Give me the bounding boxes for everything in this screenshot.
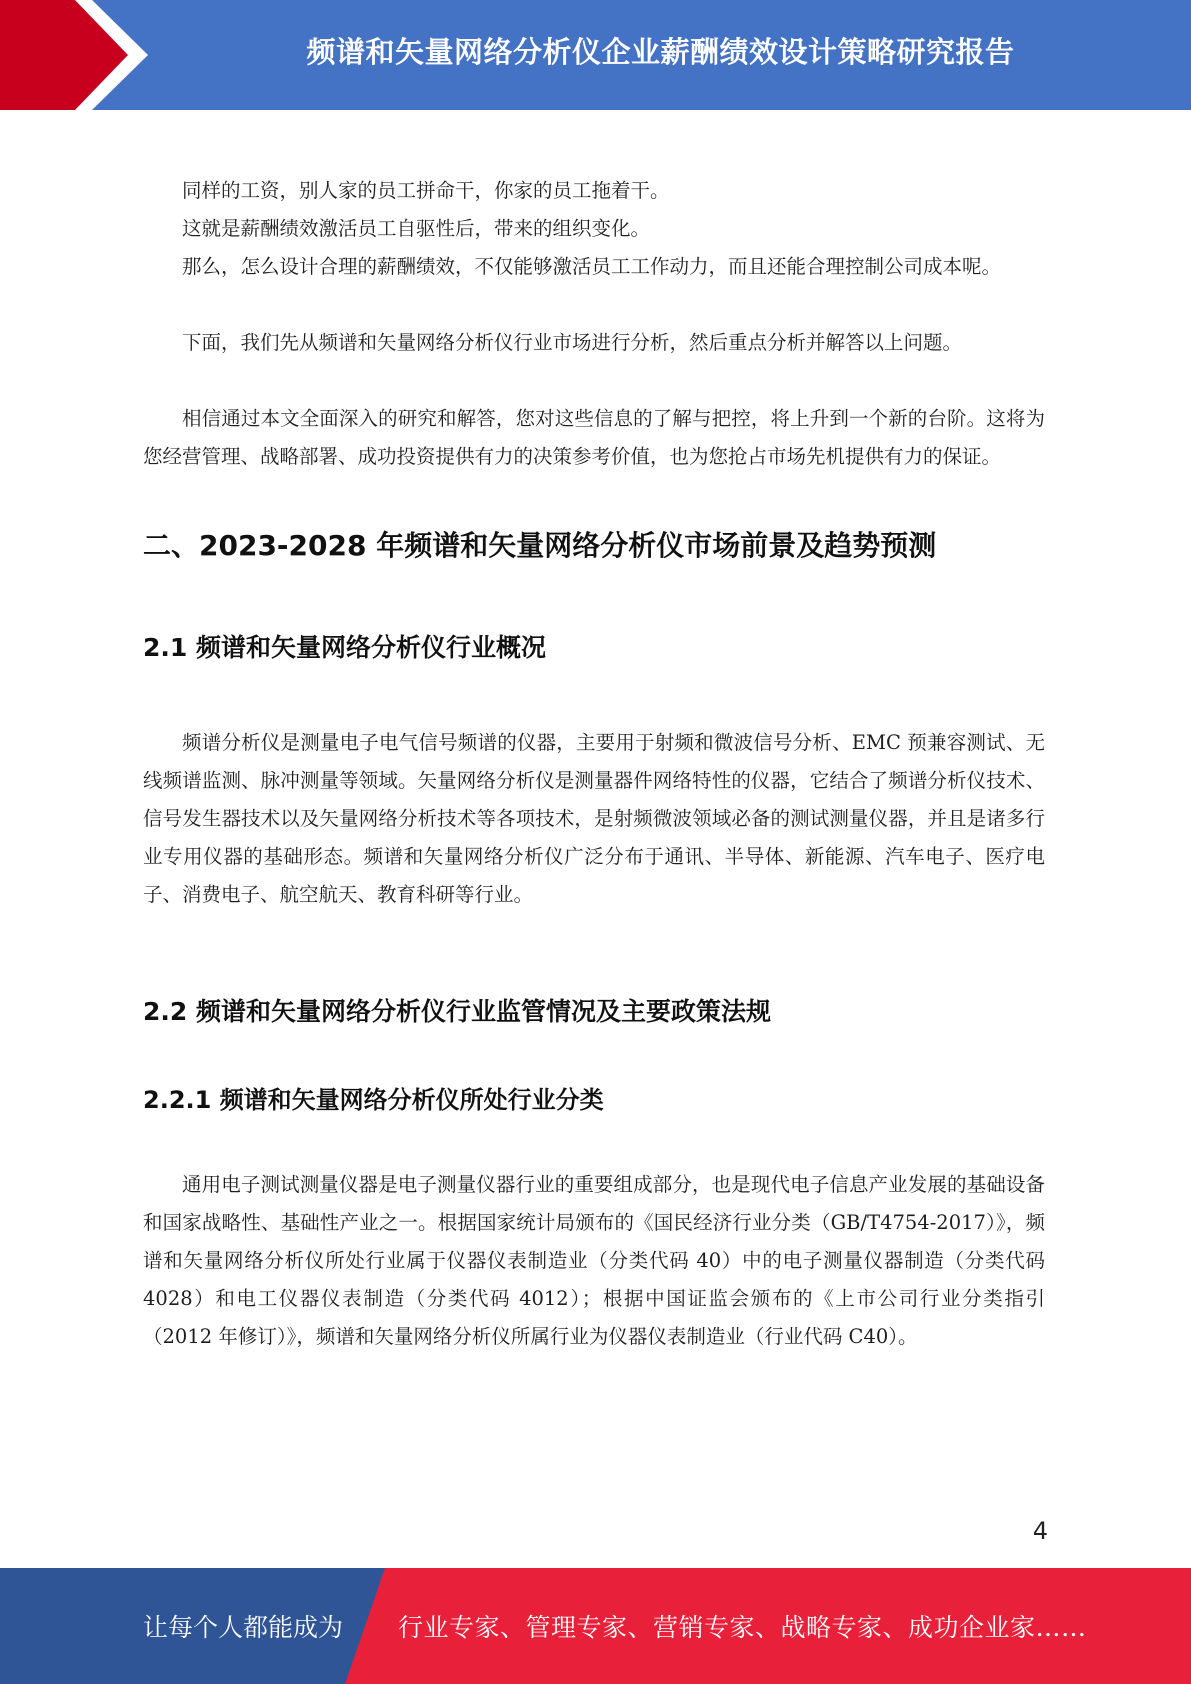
intro-paragraph-3: 那么，怎么设计合理的薪酬绩效，不仅能够激活员工工作动力，而且还能合理控制公司成本呢。	[182, 255, 1002, 278]
subsection-2-1-paragraph: 频谱分析仪是测量电子电气信号频谱的仪器，主要用于射频和微波信号分析、EMC 预兼容测试、无线频谱监测、脉冲测量等领域。矢量网络分析仪是测量器件网络特性的仪器，它结合了频谱分析仪技术、信号发生器技术以及矢量网络分析技术等各项技术，是射频微波领域必备的测试测量仪器，并且是诸多行业专用仪器的基础形态。频谱和矢量网络分析仪广泛分布于通讯、半导体、新能源、汽车电子、医疗电子、消费电子、航空航天、教育科研等行业。	[143, 731, 1045, 906]
report-title: 频谱和矢量网络分析仪企业薪酬绩效设计策略研究报告	[306, 34, 1015, 69]
page-header	[0, 0, 1191, 110]
footer-slogan-right: 行业专家、管理专家、营销专家、战略专家、成功企业家……	[398, 1613, 1087, 1642]
subsection-heading-2-1: 2.1 频谱和矢量网络分析仪行业概况	[143, 633, 546, 662]
spacer	[143, 1118, 1045, 1166]
header-arrow-red	[0, 0, 128, 110]
spacer	[143, 362, 1045, 400]
spacer	[143, 666, 1045, 724]
section-heading-2: 二、2023-2028 年频谱和矢量网络分析仪市场前景及趋势预测	[143, 529, 937, 562]
intro-paragraph-2: 这就是薪酬绩效激活员工自驱性后，带来的组织变化。	[182, 217, 651, 240]
spacer	[143, 286, 1045, 324]
header-arrow-graphic	[0, 0, 150, 110]
page-content	[143, 172, 1045, 1356]
intro-paragraph-1: 同样的工资，别人家的员工拼命干，你家的员工拖着干。	[182, 179, 670, 202]
footer-slogan-left: 让每个人都能成为	[143, 1613, 344, 1642]
spacer	[143, 476, 1045, 526]
spacer	[143, 914, 1045, 994]
subsection-2-2-1-paragraph: 通用电子测试测量仪器是电子测量仪器行业的重要组成部分，也是现代电子信息产业发展的基础设备和国家战略性、基础性产业之一。根据国家统计局颁布的《国民经济行业分类（GB/T4754-2017）》，频谱和矢量网络分析仪所处行业属于仪器仪表制造业（分类代码 40）中的电子测量仪器制造（分类代码 4028）和电工仪器仪表制造（分类代码 4012）；根据中国证监会颁布的《上市公司行业分类指引（2012 年修订）》，频谱和矢量网络分析仪所属行业为仪器仪表制造业（行业代码 C40）。	[143, 1173, 1045, 1348]
spacer	[143, 1030, 1045, 1082]
intro-paragraph-5: 相信通过本文全面深入的研究和解答，您对这些信息的了解与把控，将上升到一个新的台阶。这将为您经营管理、战略部署、成功投资提供有力的决策参考价值，也为您抢占市场先机提供有力的保证。	[143, 407, 1045, 468]
intro-paragraph-4: 下面，我们先从频谱和矢量网络分析仪行业市场进行分析，然后重点分析并解答以上问题。	[182, 331, 963, 354]
subsection-heading-2-2: 2.2 频谱和矢量网络分析仪行业监管情况及主要政策法规	[143, 997, 771, 1026]
page-number: 4	[1032, 1517, 1048, 1545]
spacer	[143, 566, 1045, 630]
subsection-heading-2-2-1: 2.2.1 频谱和矢量网络分析仪所处行业分类	[143, 1086, 604, 1114]
page-footer	[0, 1568, 1191, 1684]
